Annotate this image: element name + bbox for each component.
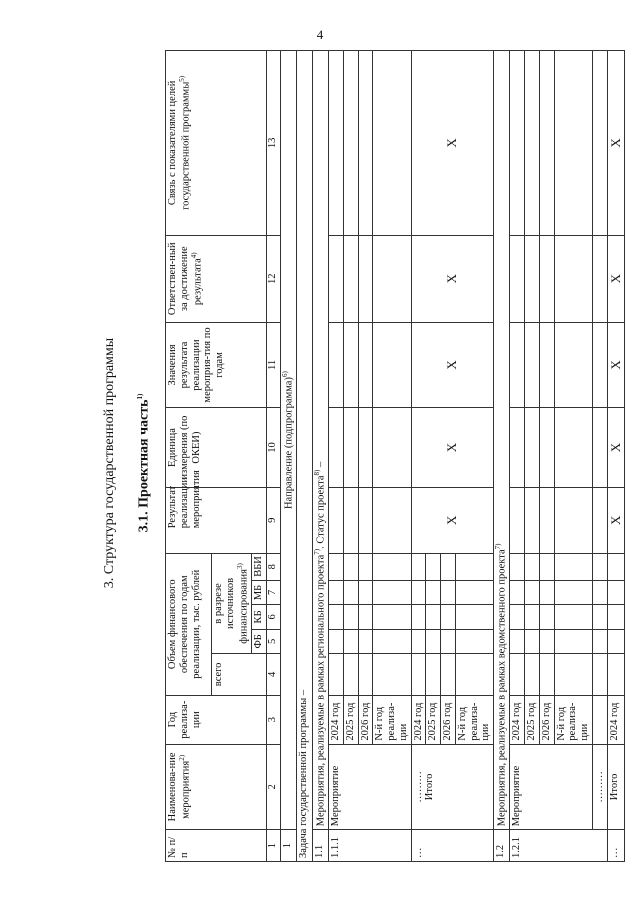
direction-row <box>280 51 296 862</box>
direction-num: 1 <box>280 830 296 862</box>
header-fb: ФБ <box>251 629 266 653</box>
table-row <box>373 51 411 862</box>
x-mark: X <box>607 235 625 322</box>
table-row <box>329 51 344 862</box>
header-unit: Единица измерения (по ОКЕИ) <box>166 408 267 487</box>
departmental-num: 1.2 <box>494 830 510 862</box>
x-mark: X <box>411 408 494 487</box>
departmental-label: Мероприятия, реализуемые в рамках ведомственного проекта$^{7)}$ <box>494 51 510 830</box>
table-row <box>554 51 592 862</box>
header-total: всего <box>212 654 267 696</box>
col-num-13: 13 <box>266 51 280 236</box>
col-num-1: 1 <box>266 830 280 862</box>
year-cell: 2026 год <box>358 695 373 744</box>
year-cell: N-й год реализа-ции <box>455 695 493 744</box>
departmental-row <box>494 51 510 862</box>
col-num-12: 12 <box>266 235 280 322</box>
col-num-5: 5 <box>266 629 280 653</box>
year-cell: 2024 год <box>510 695 525 744</box>
col-num-7: 7 <box>266 580 280 604</box>
header-vbi: ВБИ <box>251 553 266 580</box>
table-row <box>525 51 540 862</box>
header-result: Результат реализации мероприятия <box>166 487 267 531</box>
dots-cell: … <box>411 830 494 862</box>
table-row <box>343 51 358 862</box>
year-cell: 2025 год <box>525 695 540 744</box>
regional-row <box>312 51 328 862</box>
dots-long: ……… <box>592 744 607 830</box>
total-label: Итого <box>424 773 436 801</box>
dots-cell: … <box>607 830 625 862</box>
col-num-10: 10 <box>266 408 280 487</box>
header-name: Наименова-ние мероприятия$^{2)}$ <box>166 744 267 830</box>
col-num-8: 8 <box>266 553 280 580</box>
header-kb: КБ <box>251 605 266 629</box>
col-num-2: 2 <box>266 744 280 830</box>
total-label: Итого <box>607 744 625 830</box>
col-num-3: 3 <box>266 695 280 744</box>
total-name <box>411 744 494 830</box>
column-number-row <box>266 51 280 862</box>
table-row <box>358 51 373 862</box>
item-num: 1.2.1 <box>510 830 607 862</box>
x-mark: X <box>607 487 625 553</box>
task-label: Задача государственной программы – <box>296 51 312 862</box>
header-sources: в разрезе источников финансирования$^{3)}$ <box>212 553 252 653</box>
header-num: № п/п <box>166 830 267 862</box>
header-gap <box>166 531 267 553</box>
header-year: Год реализа-ции <box>166 695 267 744</box>
x-mark: X <box>411 51 494 236</box>
direction-label: Направление (подпрограмма)$^{6)}$ <box>280 51 296 830</box>
col-num-9: 9 <box>266 487 280 553</box>
item-name: Мероприятие <box>329 744 412 830</box>
table-row <box>592 51 607 862</box>
year-cell: 2024 год <box>329 695 344 744</box>
rotated-page <box>22 38 623 888</box>
header-mb: МБ <box>251 580 266 604</box>
header-values: Значения результата реализации мероприя-тия по годам <box>166 322 267 408</box>
year-cell: 2024 год <box>411 695 426 744</box>
year-cell: N-й год реализа-ции <box>373 695 411 744</box>
x-mark: X <box>411 235 494 322</box>
table-row <box>411 51 426 862</box>
regional-label: Мероприятия, реализуемые в рамках регионального проекта$^{7)}$. Статус проекта$^{8)}$ – <box>312 51 328 830</box>
table-row <box>539 51 554 862</box>
program-structure-table <box>165 50 625 862</box>
header-responsible: Ответствен-ный за достижение результата$^{4)}$ <box>166 235 267 322</box>
x-mark: X <box>607 51 625 236</box>
x-mark: X <box>411 322 494 408</box>
table-row <box>607 51 625 862</box>
year-cell: 2026 год <box>539 695 554 744</box>
header-link: Связь с показателями целей государственной программы$^{5)}$ <box>166 51 267 236</box>
year-cell: N-й год реализа-ции <box>554 695 592 744</box>
item-name: Мероприятие <box>510 744 593 830</box>
section-heading: 3. Структура государственной программы <box>102 337 117 589</box>
page-number: 4 <box>316 27 324 42</box>
item-num: 1.1.1 <box>329 830 412 862</box>
col-num-4: 4 <box>266 654 280 696</box>
x-mark: X <box>411 487 494 553</box>
regional-num: 1.1 <box>312 830 328 862</box>
x-mark: X <box>607 322 625 408</box>
year-cell: 2024 год <box>607 695 625 744</box>
year-cell: 2026 год <box>441 695 456 744</box>
table-row <box>510 51 525 862</box>
header-finance: Объем финансового обеспечения по годам реализации, тыс. рублей <box>166 553 212 695</box>
dots-long: ……… <box>412 771 424 803</box>
col-num-6: 6 <box>266 605 280 629</box>
x-mark: X <box>607 408 625 487</box>
subsection-heading: 3.1. Проектная часть$^{1)}$ <box>136 393 152 533</box>
year-cell: 2025 год <box>343 695 358 744</box>
year-cell: 2025 год <box>426 695 441 744</box>
col-num-11: 11 <box>266 322 280 408</box>
task-row <box>296 51 312 862</box>
